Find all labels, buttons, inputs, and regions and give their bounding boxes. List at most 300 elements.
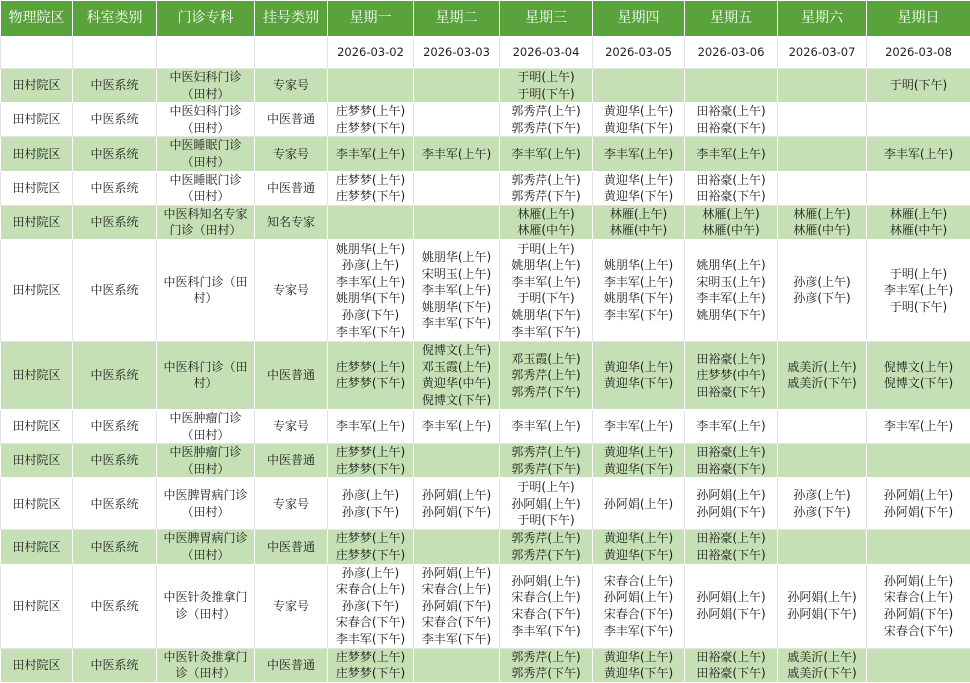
doctor-slot[interactable]: 郭秀芹(上午) (500, 444, 592, 461)
cell-thursday (593, 171, 685, 205)
doctor-slot[interactable]: 黄迎华(下午) (593, 120, 684, 137)
doctor-slot[interactable]: 宋春合(下午) (593, 606, 684, 623)
cell-campus-text: 田村院区 (1, 418, 72, 435)
doctor-slot[interactable]: 姚朋华(下午) (328, 290, 413, 307)
table-row (1, 239, 970, 341)
doctor-slot[interactable]: 孙彦(上午) (328, 257, 413, 274)
doctor-slot[interactable]: 孙阿娟(下午) (685, 606, 777, 623)
doctor-slot[interactable]: 黄迎华(下午) (593, 547, 684, 564)
cell-reg-type (255, 341, 328, 409)
doctor-slot[interactable]: 于明(上午) (500, 479, 592, 496)
cell-reg-type-text: 专家号 (255, 146, 327, 163)
doctor-slot[interactable]: 孙阿娟(下午) (414, 598, 499, 615)
cell-clinic (157, 171, 255, 205)
cell-monday (328, 137, 414, 171)
doctor-slot[interactable]: 姚朋华(下午) (685, 307, 777, 324)
header-sunday: 星期日 (867, 1, 970, 37)
cell-friday (685, 239, 778, 341)
doctor-slot[interactable]: 姚朋华(上午) (414, 249, 499, 266)
doctor-slot[interactable]: 孙彦(下午) (328, 504, 413, 521)
doctor-slot[interactable]: 孙阿娟(上午) (414, 487, 499, 504)
doctor-slot[interactable]: 庄梦梦(上午) (328, 103, 413, 120)
doctor-slot[interactable]: 李丰军(上午) (867, 282, 970, 299)
cell-wednesday (500, 69, 593, 103)
cell-campus-text: 田村院区 (1, 367, 72, 384)
cell-saturday (778, 409, 867, 443)
cell-campus (1, 530, 73, 564)
table-row (1, 103, 970, 137)
cell-monday (328, 564, 414, 648)
doctor-slot[interactable]: 孙彦(下午) (328, 307, 413, 324)
cell-dept-type (73, 409, 157, 443)
doctor-slot[interactable]: 李丰军(上午) (593, 418, 684, 435)
doctor-slot[interactable]: 孙阿娟(上午) (593, 589, 684, 606)
cell-reg-type (255, 137, 328, 171)
doctor-slot[interactable]: 姚朋华(上午) (685, 257, 777, 274)
cell-friday (685, 341, 778, 409)
doctor-slot[interactable]: 林雁(中午) (778, 222, 866, 239)
cell-clinic (157, 103, 255, 137)
cell-monday (328, 341, 414, 409)
doctor-slot[interactable]: 郭秀芹(下午) (500, 547, 592, 564)
doctor-slot[interactable]: 庄梦梦(上午) (328, 530, 413, 547)
cell-campus-text: 田村院区 (1, 452, 72, 469)
cell-clinic-text: 中医睡眠门诊（田村） (157, 137, 254, 170)
cell-campus (1, 478, 73, 530)
cell-clinic (157, 478, 255, 530)
doctor-slot[interactable]: 李丰军(上午) (414, 282, 499, 299)
doctor-slot[interactable]: 林雁(中午) (593, 222, 684, 239)
doctor-slot[interactable]: 李丰军(上午) (867, 146, 970, 163)
doctor-slot[interactable]: 孙彦(上午) (328, 487, 413, 504)
cell-thursday (593, 103, 685, 137)
doctor-slot[interactable]: 于明(上午) (500, 69, 592, 86)
cell-campus-text: 田村院区 (1, 539, 72, 556)
cell-sunday (867, 564, 970, 648)
cell-monday (328, 239, 414, 341)
cell-reg-type (255, 564, 328, 648)
cell-thursday (593, 239, 685, 341)
doctor-slot[interactable]: 宋春合(上午) (328, 581, 413, 598)
doctor-slot[interactable]: 林雁(上午) (685, 206, 777, 223)
cell-dept-type (73, 444, 157, 478)
date-sunday: 2026-03-08 (867, 37, 970, 69)
doctor-slot[interactable]: 于明(下午) (867, 77, 970, 94)
doctor-slot[interactable]: 孙阿娟(上午) (500, 573, 592, 590)
doctor-slot[interactable]: 林雁(中午) (867, 222, 970, 239)
doctor-slot[interactable]: 庄梦梦(上午) (328, 172, 413, 189)
doctor-slot[interactable]: 黄迎华(上午) (593, 103, 684, 120)
doctor-slot[interactable]: 田裕豪(下午) (685, 384, 777, 401)
cell-saturday (778, 564, 867, 648)
cell-friday (685, 103, 778, 137)
cell-tuesday (414, 564, 500, 648)
date-saturday: 2026-03-07 (778, 37, 867, 69)
doctor-slot[interactable]: 戚美沂(下午) (778, 375, 866, 392)
cell-clinic-text: 中医脾胃病门诊（田村） (157, 530, 254, 563)
cell-campus (1, 171, 73, 205)
doctor-slot[interactable]: 于明(下午) (500, 290, 592, 307)
doctor-slot[interactable]: 孙彦(下午) (328, 598, 413, 615)
doctor-slot[interactable]: 林雁(中午) (685, 222, 777, 239)
doctor-slot[interactable]: 黄迎华(上午) (593, 649, 684, 666)
cell-sunday (867, 171, 970, 205)
cell-dept-type-text: 中医系统 (73, 418, 156, 435)
doctor-slot[interactable]: 孙阿娟(上午) (778, 589, 866, 606)
header-monday: 星期一 (328, 1, 414, 37)
cell-clinic (157, 69, 255, 103)
table-row (1, 444, 970, 478)
cell-dept-type-text: 中医系统 (73, 77, 156, 94)
doctor-slot[interactable]: 倪博文(下午) (867, 375, 970, 392)
cell-clinic-text: 中医科知名专家门诊（田村） (157, 206, 254, 239)
cell-campus-text: 田村院区 (1, 77, 72, 94)
doctor-slot[interactable]: 庄梦梦(上午) (328, 444, 413, 461)
doctor-slot[interactable]: 孙阿娟(上午) (867, 573, 970, 590)
doctor-slot[interactable]: 林雁(上午) (500, 206, 592, 223)
header-thursday: 星期四 (593, 1, 685, 37)
cell-clinic-text: 中医针灸推拿门诊（田村） (157, 589, 254, 622)
doctor-slot[interactable]: 黄迎华(上午) (593, 172, 684, 189)
cell-saturday (778, 103, 867, 137)
cell-dept-type-text: 中医系统 (73, 146, 156, 163)
cell-reg-type-text: 专家号 (255, 282, 327, 299)
doctor-slot[interactable]: 孙彦(上午) (778, 487, 866, 504)
cell-dept-type-text: 中医系统 (73, 598, 156, 615)
doctor-slot[interactable]: 黄迎华(下午) (593, 375, 684, 392)
doctor-slot[interactable]: 于明(上午) (500, 241, 592, 258)
cell-reg-type (255, 444, 328, 478)
doctor-slot[interactable]: 黄迎华(上午) (593, 530, 684, 547)
doctor-slot[interactable]: 孙阿娟(上午) (685, 487, 777, 504)
doctor-slot[interactable]: 郭秀芹(下午) (500, 120, 592, 137)
cell-friday (685, 530, 778, 564)
doctor-slot[interactable]: 田裕豪(上午) (685, 172, 777, 189)
doctor-slot[interactable]: 田裕豪(上午) (685, 351, 777, 368)
cell-reg-type-text: 中医普通 (255, 539, 327, 556)
cell-campus (1, 239, 73, 341)
doctor-slot[interactable]: 孙彦(下午) (778, 290, 866, 307)
doctor-slot[interactable]: 孙阿娟(下午) (867, 606, 970, 623)
cell-monday (328, 171, 414, 205)
cell-friday (685, 69, 778, 103)
cell-tuesday (414, 137, 500, 171)
cell-friday (685, 564, 778, 648)
doctor-slot[interactable]: 李丰军(下午) (500, 324, 592, 341)
doctor-slot[interactable]: 田裕豪(下午) (685, 547, 777, 564)
doctor-slot[interactable]: 李丰军(上午) (593, 274, 684, 291)
cell-monday (328, 648, 414, 682)
cell-clinic-text: 中医睡眠门诊（田村） (157, 172, 254, 205)
doctor-slot[interactable]: 李丰军(上午) (328, 418, 413, 435)
cell-tuesday (414, 444, 500, 478)
doctor-slot[interactable]: 庄梦梦(下午) (328, 188, 413, 205)
date-tuesday: 2026-03-03 (414, 37, 500, 69)
doctor-slot[interactable]: 孙阿娟(上午) (500, 496, 592, 513)
doctor-slot[interactable]: 庄梦梦(下午) (328, 665, 413, 682)
cell-saturday (778, 648, 867, 682)
doctor-slot[interactable]: 田裕豪(上午) (685, 649, 777, 666)
doctor-slot[interactable]: 李丰军(上午) (500, 274, 592, 291)
cell-clinic (157, 341, 255, 409)
doctor-slot[interactable]: 李丰军(上午) (685, 418, 777, 435)
doctor-slot[interactable]: 于明(下午) (500, 86, 592, 103)
date-monday: 2026-03-02 (328, 37, 414, 69)
cell-dept-type (73, 239, 157, 341)
doctor-slot[interactable]: 田裕豪(下午) (685, 461, 777, 478)
doctor-slot[interactable]: 郭秀芹(下午) (500, 665, 592, 682)
doctor-slot[interactable]: 郭秀芹(上午) (500, 172, 592, 189)
cell-reg-type (255, 478, 328, 530)
doctor-slot[interactable]: 郭秀芹(上午) (500, 367, 592, 384)
cell-campus-text: 田村院区 (1, 496, 72, 513)
header-row (1, 1, 970, 37)
cell-friday (685, 171, 778, 205)
cell-dept-type (73, 530, 157, 564)
cell-dept-type (73, 564, 157, 648)
doctor-slot[interactable]: 孙彦(下午) (778, 504, 866, 521)
cell-tuesday (414, 341, 500, 409)
doctor-slot[interactable]: 田裕豪(上午) (685, 444, 777, 461)
cell-saturday (778, 341, 867, 409)
cell-monday (328, 478, 414, 530)
doctor-slot[interactable]: 田裕豪(下午) (685, 120, 777, 137)
doctor-slot[interactable]: 李丰军(上午) (593, 146, 684, 163)
doctor-slot[interactable]: 姚朋华(上午) (593, 257, 684, 274)
cell-campus-text: 田村院区 (1, 180, 72, 197)
doctor-slot[interactable]: 宋春合(上午) (867, 589, 970, 606)
doctor-slot[interactable]: 庄梦梦(下午) (328, 547, 413, 564)
doctor-slot[interactable]: 林雁(上午) (593, 206, 684, 223)
cell-reg-type (255, 409, 328, 443)
cell-saturday (778, 171, 867, 205)
cell-reg-type (255, 69, 328, 103)
table-row (1, 564, 970, 648)
doctor-slot[interactable]: 倪博文(上午) (867, 359, 970, 376)
doctor-slot[interactable]: 宋春合(下午) (414, 614, 499, 631)
cell-campus (1, 444, 73, 478)
doctor-slot[interactable]: 李丰军(下午) (500, 623, 592, 640)
doctor-slot[interactable]: 黄迎华(下午) (593, 461, 684, 478)
doctor-slot[interactable]: 倪博文(上午) (414, 342, 499, 359)
cell-reg-type (255, 171, 328, 205)
table-row (1, 205, 970, 239)
table-row (1, 341, 970, 409)
doctor-slot[interactable]: 孙阿娟(下午) (414, 504, 499, 521)
cell-dept-type-text: 中医系统 (73, 180, 156, 197)
cell-clinic-text: 中医妇科门诊（田村） (157, 103, 254, 136)
doctor-slot[interactable]: 郭秀芹(下午) (500, 188, 592, 205)
doctor-slot[interactable]: 宋春合(下午) (867, 623, 970, 640)
doctor-slot[interactable]: 戚美沂(上午) (778, 649, 866, 666)
cell-friday (685, 409, 778, 443)
doctor-slot[interactable]: 黄迎华(下午) (593, 665, 684, 682)
cell-clinic (157, 409, 255, 443)
header-clinic: 门诊专科 (157, 1, 255, 37)
cell-monday (328, 103, 414, 137)
cell-reg-type-text: 知名专家 (255, 214, 327, 231)
cell-reg-type-text: 专家号 (255, 598, 327, 615)
doctor-slot[interactable]: 田裕豪(下午) (685, 665, 777, 682)
cell-sunday (867, 341, 970, 409)
cell-clinic (157, 205, 255, 239)
doctor-slot[interactable]: 李丰军(上午) (867, 418, 970, 435)
doctor-slot[interactable]: 孙阿娟(上午) (593, 496, 684, 513)
table-row (1, 137, 970, 171)
cell-reg-type-text: 中医普通 (255, 452, 327, 469)
cell-campus (1, 648, 73, 682)
cell-dept-type-text: 中医系统 (73, 452, 156, 469)
cell-clinic-text: 中医科门诊（田村） (157, 359, 254, 392)
doctor-slot[interactable]: 宋春合(上午) (500, 589, 592, 606)
table-row (1, 171, 970, 205)
doctor-slot[interactable]: 李丰军(下午) (414, 631, 499, 648)
cell-campus (1, 69, 73, 103)
cell-monday (328, 444, 414, 478)
doctor-slot[interactable]: 李丰军(上午) (500, 146, 592, 163)
doctor-slot[interactable]: 李丰军(下午) (328, 631, 413, 648)
cell-sunday (867, 69, 970, 103)
doctor-slot[interactable]: 庄梦梦(上午) (328, 359, 413, 376)
doctor-slot[interactable]: 田裕豪(上午) (685, 530, 777, 547)
doctor-slot[interactable]: 孙阿娟(下午) (778, 606, 866, 623)
cell-thursday (593, 409, 685, 443)
doctor-slot[interactable]: 李丰军(上午) (685, 146, 777, 163)
doctor-slot[interactable]: 黄迎华(下午) (593, 188, 684, 205)
doctor-slot[interactable]: 宋春合(下午) (500, 606, 592, 623)
doctor-slot[interactable]: 姚朋华(下午) (500, 307, 592, 324)
cell-tuesday (414, 171, 500, 205)
doctor-slot[interactable]: 郭秀芹(上午) (500, 530, 592, 547)
doctor-slot[interactable]: 庄梦梦(中午) (685, 367, 777, 384)
doctor-slot[interactable]: 宋明玉(上午) (414, 266, 499, 283)
cell-campus (1, 137, 73, 171)
cell-thursday (593, 69, 685, 103)
cell-campus-text: 田村院区 (1, 146, 72, 163)
cell-clinic-text: 中医脾胃病门诊（田村） (157, 487, 254, 520)
date-friday: 2026-03-06 (685, 37, 778, 69)
doctor-slot[interactable]: 孙阿娟(上午) (414, 565, 499, 582)
cell-dept-type (73, 205, 157, 239)
doctor-slot[interactable]: 于明(上午) (867, 266, 970, 283)
cell-tuesday (414, 69, 500, 103)
cell-reg-type-text: 中医普通 (255, 367, 327, 384)
doctor-slot[interactable]: 李丰军(上午) (328, 146, 413, 163)
doctor-slot[interactable]: 姚朋华(下午) (593, 290, 684, 307)
doctor-slot[interactable]: 孙彦(上午) (778, 274, 866, 291)
doctor-slot[interactable]: 庄梦梦(上午) (328, 649, 413, 666)
schedule-body (1, 69, 970, 683)
doctor-slot[interactable]: 郭秀芹(下午) (500, 461, 592, 478)
doctor-slot[interactable]: 田裕豪(下午) (685, 188, 777, 205)
cell-sunday (867, 239, 970, 341)
doctor-slot[interactable]: 戚美沂(上午) (778, 359, 866, 376)
doctor-slot[interactable]: 林雁(上午) (778, 206, 866, 223)
doctor-slot[interactable]: 孙阿娟(下午) (685, 504, 777, 521)
doctor-slot[interactable]: 宋明玉(上午) (685, 274, 777, 291)
doctor-slot[interactable]: 庄梦梦(下午) (328, 120, 413, 137)
doctor-slot[interactable]: 李丰军(下午) (328, 324, 413, 341)
cell-campus (1, 564, 73, 648)
doctor-slot[interactable]: 庄梦梦(下午) (328, 375, 413, 392)
cell-tuesday (414, 648, 500, 682)
doctor-slot[interactable]: 黄迎华(上午) (593, 359, 684, 376)
cell-reg-type (255, 648, 328, 682)
doctor-slot[interactable]: 孙阿娟(下午) (867, 504, 970, 521)
cell-dept-type (73, 478, 157, 530)
date-blank (255, 37, 328, 69)
header-saturday: 星期六 (778, 1, 867, 37)
doctor-slot[interactable]: 郭秀芹(下午) (500, 384, 592, 401)
doctor-slot[interactable]: 李丰军(下午) (593, 623, 684, 640)
doctor-slot[interactable]: 孙阿娟(上午) (685, 589, 777, 606)
cell-clinic (157, 648, 255, 682)
doctor-slot[interactable]: 宋春合(下午) (328, 614, 413, 631)
cell-wednesday (500, 564, 593, 648)
table-row (1, 648, 970, 682)
doctor-slot[interactable]: 姚朋华(上午) (328, 241, 413, 258)
doctor-slot[interactable]: 邓玉霞(上午) (500, 351, 592, 368)
doctor-slot[interactable]: 李丰军(下午) (593, 307, 684, 324)
doctor-slot[interactable]: 李丰军(上午) (500, 418, 592, 435)
doctor-slot[interactable]: 宋春合(上午) (414, 581, 499, 598)
cell-tuesday (414, 530, 500, 564)
doctor-slot[interactable]: 田裕豪(上午) (685, 103, 777, 120)
doctor-slot[interactable]: 李丰军(下午) (414, 315, 499, 332)
cell-saturday (778, 137, 867, 171)
cell-tuesday (414, 239, 500, 341)
doctor-slot[interactable]: 宋春合(上午) (593, 573, 684, 590)
doctor-slot[interactable]: 邓玉霞(上午) (414, 359, 499, 376)
cell-friday (685, 444, 778, 478)
doctor-slot[interactable]: 李丰军(上午) (685, 290, 777, 307)
cell-friday (685, 478, 778, 530)
cell-dept-type (73, 137, 157, 171)
doctor-slot[interactable]: 李丰军(上午) (414, 418, 499, 435)
cell-sunday (867, 409, 970, 443)
doctor-slot[interactable]: 孙彦(上午) (328, 565, 413, 582)
cell-campus (1, 103, 73, 137)
cell-dept-type (73, 171, 157, 205)
cell-campus-text: 田村院区 (1, 111, 72, 128)
doctor-slot[interactable]: 于明(下午) (500, 512, 592, 529)
doctor-slot[interactable]: 李丰军(上午) (414, 146, 499, 163)
doctor-slot[interactable]: 林雁(中午) (500, 222, 592, 239)
cell-tuesday (414, 103, 500, 137)
cell-dept-type-text: 中医系统 (73, 111, 156, 128)
cell-wednesday (500, 478, 593, 530)
doctor-slot[interactable]: 林雁(上午) (867, 206, 970, 223)
doctor-slot[interactable]: 郭秀芹(上午) (500, 103, 592, 120)
cell-dept-type-text: 中医系统 (73, 539, 156, 556)
doctor-slot[interactable]: 黄迎华(中午) (414, 375, 499, 392)
doctor-slot[interactable]: 倪博文(下午) (414, 392, 499, 409)
cell-thursday (593, 530, 685, 564)
doctor-slot[interactable]: 于明(下午) (867, 299, 970, 316)
doctor-slot[interactable]: 郭秀芹(上午) (500, 649, 592, 666)
cell-monday (328, 530, 414, 564)
doctor-slot[interactable]: 黄迎华(上午) (593, 444, 684, 461)
doctor-slot[interactable]: 戚美沂(下午) (778, 665, 866, 682)
cell-dept-type-text: 中医系统 (73, 214, 156, 231)
cell-monday (328, 409, 414, 443)
doctor-slot[interactable]: 李丰军(上午) (328, 274, 413, 291)
doctor-slot[interactable]: 孙阿娟(上午) (867, 487, 970, 504)
doctor-slot[interactable]: 姚朋华(上午) (500, 257, 592, 274)
doctor-slot[interactable]: 姚朋华(下午) (414, 299, 499, 316)
cell-thursday (593, 205, 685, 239)
doctor-slot[interactable]: 庄梦梦(下午) (328, 461, 413, 478)
